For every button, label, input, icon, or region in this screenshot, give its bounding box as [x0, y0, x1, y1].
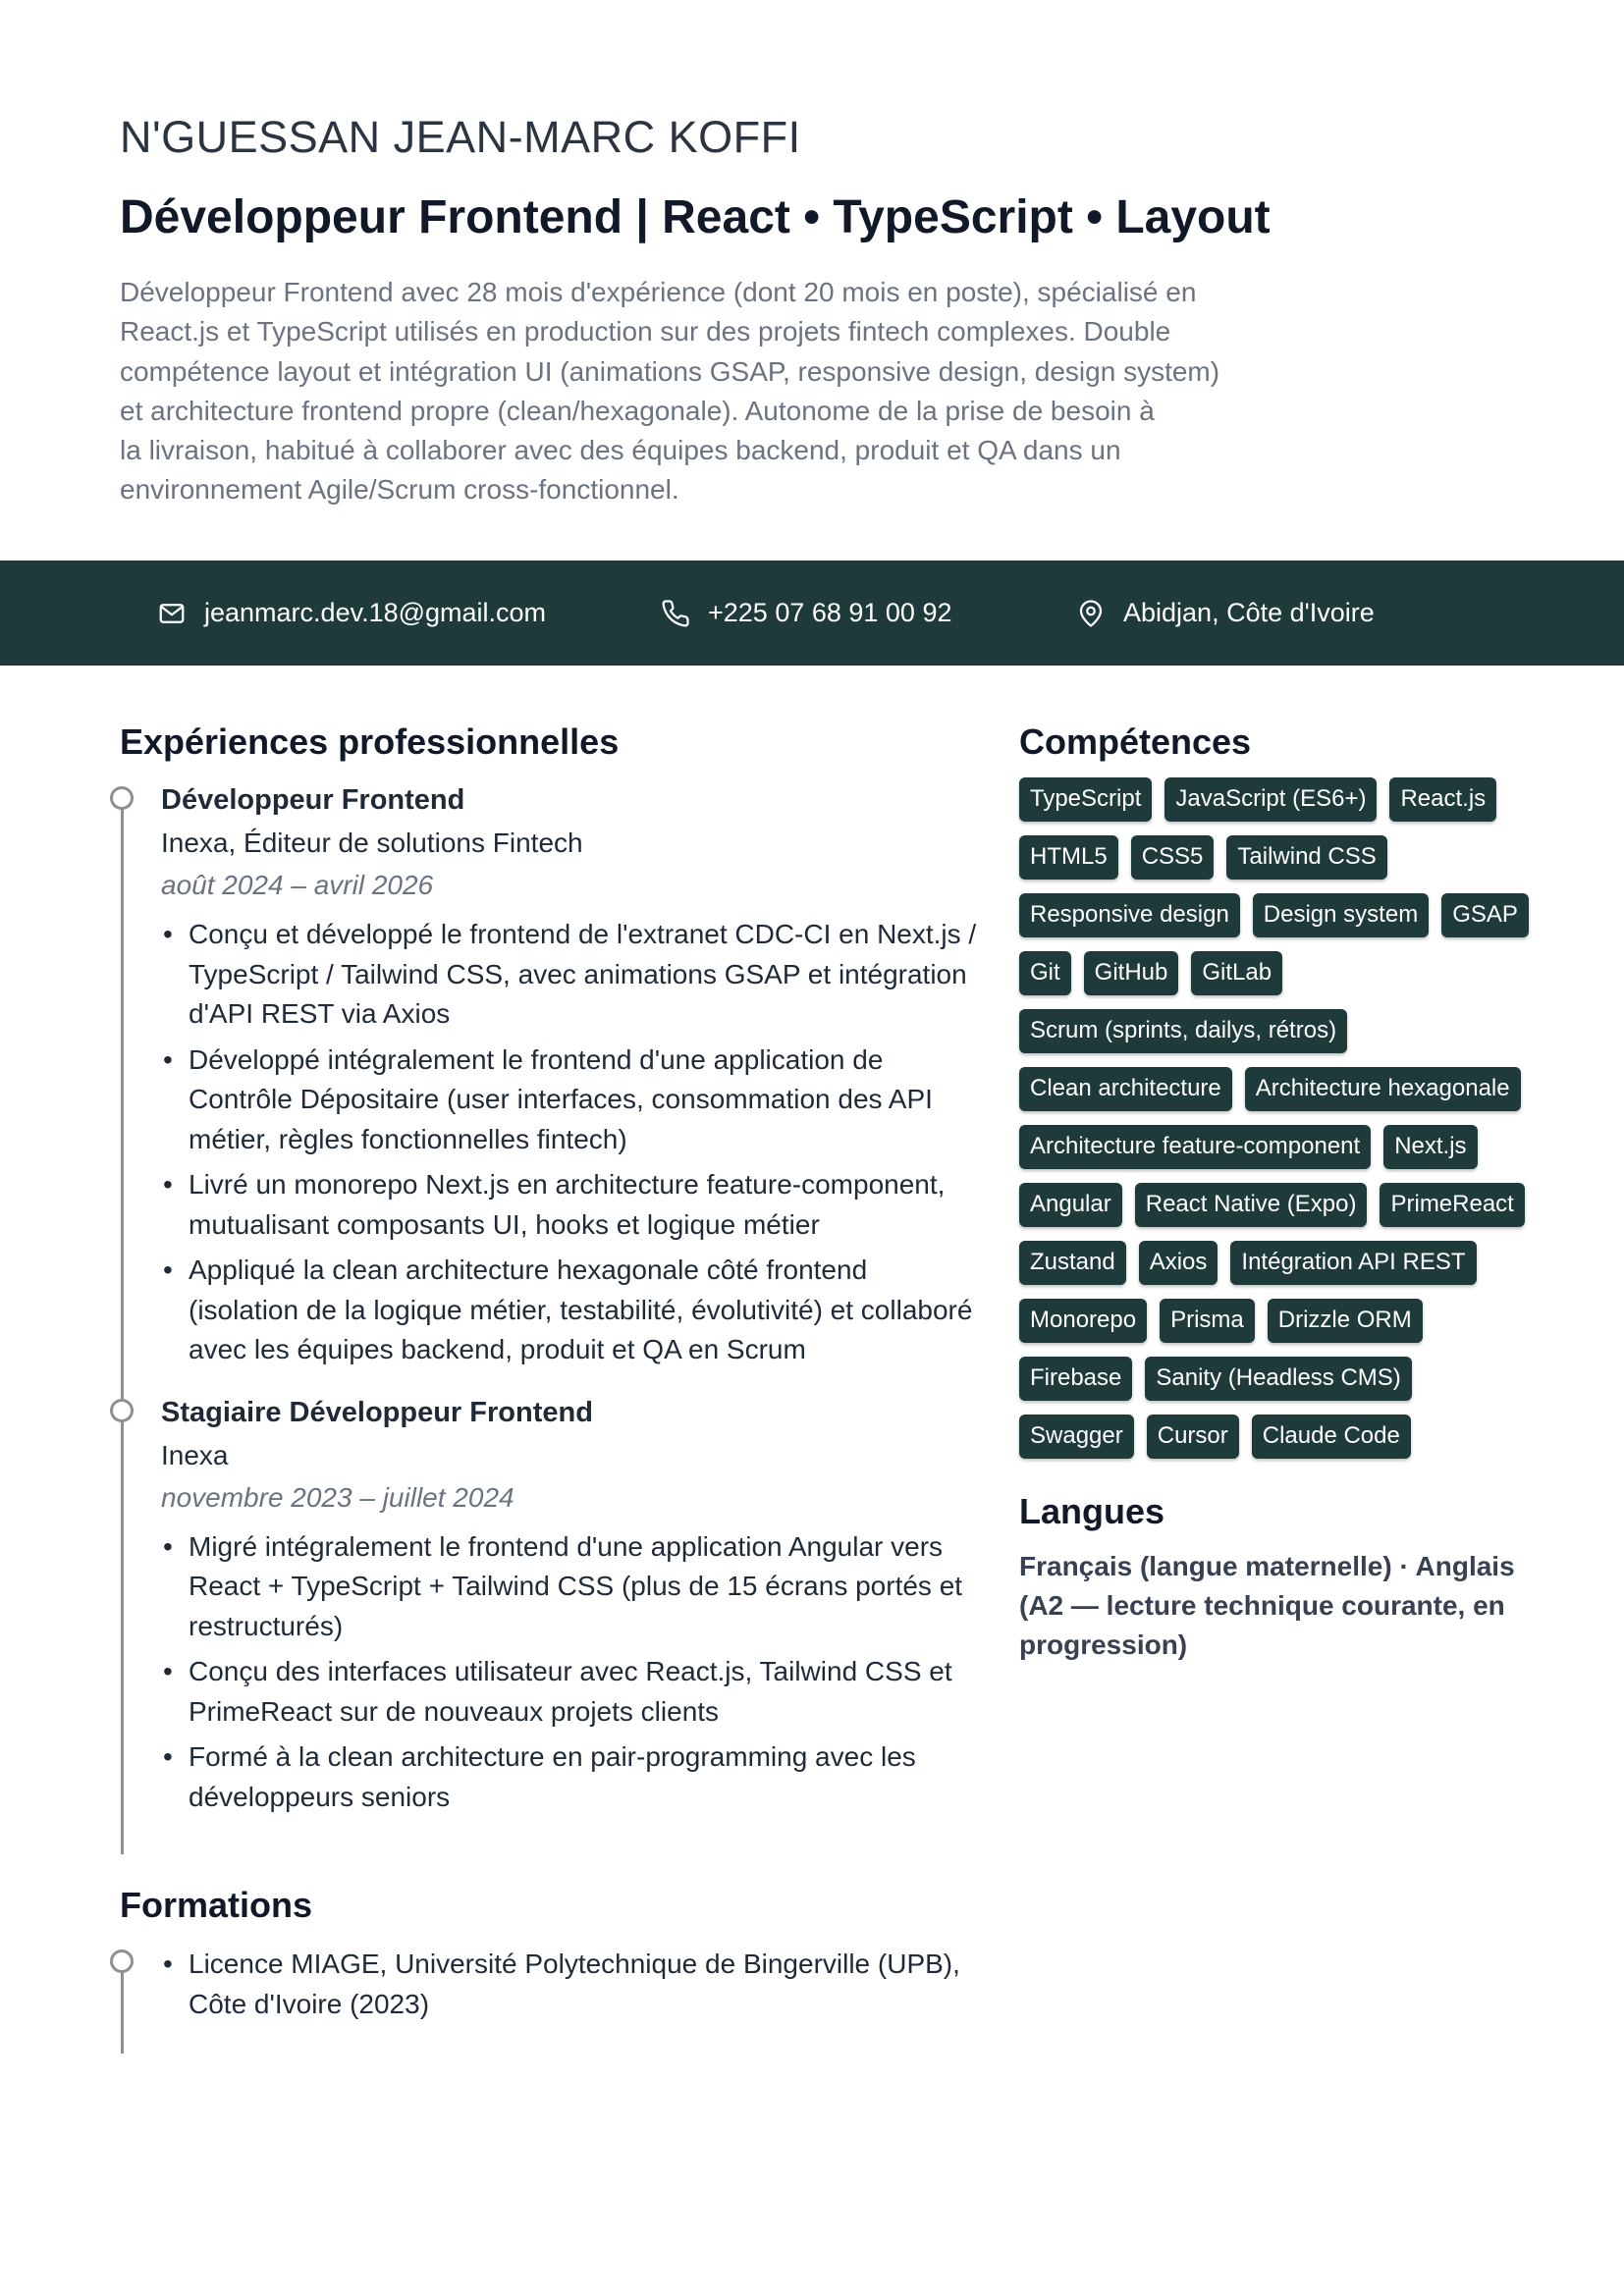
education-section	[120, 1880, 984, 2024]
skill-chip: Tailwind CSS	[1226, 835, 1386, 880]
job-title: Développeur Frontend	[161, 784, 465, 816]
education-entry	[161, 1945, 984, 2024]
map-pin-icon	[1076, 599, 1106, 628]
contact-bar	[0, 561, 1624, 666]
summary-line: React.js et TypeScript utilisés en production sur des projets fintech complexes. Double	[120, 316, 1171, 347]
bullet-item: • Conçu et développé le frontend de l'extranet CDC-CI en Next.js / TypeScript / Tailwind CSS, avec animations GSAP et intégration d'API REST via Axios	[161, 915, 984, 1035]
skill-chip: HTML5	[1019, 835, 1118, 880]
bullet-item: • Livré un monorepo Next.js en architecture feature-component, mutualisant composants UI, hooks et logique métier	[161, 1165, 984, 1245]
skill-chip: React.js	[1389, 777, 1496, 822]
skill-chip: GSAP	[1441, 893, 1529, 937]
skill-chip: Sanity (Headless CMS)	[1145, 1357, 1411, 1401]
skill-chip: Claude Code	[1252, 1415, 1411, 1459]
skill-chip: JavaScript (ES6+)	[1164, 777, 1377, 822]
languages-text: Français (langue maternelle) · Anglais (A2 — lecture technique courante, en progression)	[1019, 1551, 1515, 1660]
summary-line: compétence layout et intégration UI (animations GSAP, responsive design, design system)	[120, 355, 1220, 387]
job-dates: août 2024 – avril 2026	[161, 870, 434, 900]
skill-chip: Swagger	[1019, 1415, 1134, 1459]
skill-chip: Drizzle ORM	[1268, 1299, 1423, 1343]
phone-icon	[661, 599, 690, 628]
bullet-item: • Conçu des interfaces utilisateur avec React.js, Tailwind CSS et PrimeReact sur de nouveaux projets clients	[161, 1652, 984, 1732]
bullet-item: • Appliqué la clean architecture hexagonale côté frontend (isolation de la logique métier, testabilité, évolutivité) et collaboré avec les équipes backend, produit et QA en Scrum	[161, 1251, 984, 1370]
job-bullets	[161, 915, 984, 1370]
skills-title: Compétences	[1019, 721, 1252, 762]
resume-header	[120, 110, 1298, 510]
experience-timeline	[120, 781, 984, 1817]
candidate-name: N'GUESSAN JEAN-MARC KOFFI	[120, 112, 801, 162]
location-text: Abidjan, Côte d'Ivoire	[1123, 598, 1375, 627]
job-bullets	[161, 1527, 984, 1818]
experience-section	[120, 717, 984, 1817]
email-text[interactable]: jeanmarc.dev.18@gmail.com	[204, 598, 547, 627]
education-bullets	[161, 1945, 984, 2024]
bullet-item: • Migré intégralement le frontend d'une application Angular vers React + TypeScript + Tailwind CSS (plus de 15 écrans portés et restructurés)	[161, 1527, 984, 1647]
skill-chip: Next.js	[1383, 1125, 1477, 1169]
skill-chip: Architecture feature-component	[1019, 1125, 1371, 1169]
contact-location	[1076, 561, 1375, 666]
skill-chip: Monorepo	[1019, 1299, 1147, 1343]
skill-chip: Angular	[1019, 1183, 1122, 1227]
skill-chips	[1019, 777, 1530, 1459]
summary	[120, 273, 1278, 510]
summary-line: la livraison, habitué à collaborer avec des équipes backend, produit et QA dans un	[120, 435, 1121, 466]
summary-line: Développeur Frontend avec 28 mois d'expérience (dont 20 mois en poste), spécialisé en	[120, 277, 1197, 307]
job-entry	[161, 781, 984, 1370]
phone-text[interactable]: +225 07 68 91 00 92	[708, 598, 952, 627]
bullet-item: • Licence MIAGE, Université Polytechnique de Bingerville (UPB), Côte d'Ivoire (2023)	[161, 1945, 984, 2024]
summary-line: environnement Agile/Scrum cross-fonctionnel.	[120, 474, 679, 506]
job-entry	[161, 1394, 984, 1818]
skill-chip: Git	[1019, 951, 1071, 995]
skill-chip: GitHub	[1084, 951, 1179, 995]
languages-title: Langues	[1019, 1491, 1165, 1531]
bullet-item: • Formé à la clean architecture en pair-programming avec les développeurs seniors	[161, 1737, 984, 1817]
experience-title: Expériences professionnelles	[120, 721, 620, 762]
contact-email[interactable]	[157, 561, 546, 666]
summary-line: et architecture frontend propre (clean/hexagonale). Autonome de la prise de besoin à	[120, 395, 1155, 426]
job-company: Inexa	[161, 1439, 229, 1470]
education-timeline	[120, 1945, 984, 2024]
timeline-dot	[110, 1949, 134, 1973]
job-dates: novembre 2023 – juillet 2024	[161, 1481, 514, 1513]
skill-chip: Zustand	[1019, 1241, 1126, 1285]
skill-chip: Prisma	[1160, 1299, 1255, 1343]
bullet-item: • Développé intégralement le frontend d'une application de Contrôle Dépositaire (user interfaces, consommation des API métier, règles fonctionnelles fintech)	[161, 1041, 984, 1160]
skill-chip: GitLab	[1191, 951, 1282, 995]
left-column	[120, 717, 984, 2048]
skill-chip: Design system	[1253, 893, 1429, 937]
timeline-dot	[110, 786, 134, 810]
education-title: Formations	[120, 1885, 313, 1925]
job-title: Stagiaire Développeur Frontend	[161, 1396, 593, 1428]
mail-icon	[157, 599, 187, 628]
skills-section	[1019, 717, 1530, 1459]
skill-chip: TypeScript	[1019, 777, 1152, 822]
timeline-dot	[110, 1399, 134, 1422]
skill-chip: PrimeReact	[1380, 1183, 1524, 1227]
right-column	[1019, 717, 1530, 1665]
skill-chip: Cursor	[1147, 1415, 1239, 1459]
skill-chip: Responsive design	[1019, 893, 1240, 937]
skill-chip: CSS5	[1131, 835, 1215, 880]
skill-chip: Firebase	[1019, 1357, 1132, 1401]
job-company: Inexa, Éditeur de solutions Fintech	[161, 828, 583, 858]
languages-section	[1019, 1486, 1530, 1665]
headline: Développeur Frontend | React • TypeScript • Layout	[120, 191, 1271, 243]
skill-chip: React Native (Expo)	[1135, 1183, 1368, 1227]
skill-chip: Architecture hexagonale	[1245, 1067, 1521, 1111]
skill-chip: Axios	[1139, 1241, 1218, 1285]
contact-phone[interactable]	[661, 561, 951, 666]
skill-chip: Clean architecture	[1019, 1067, 1232, 1111]
skill-chip: Intégration API REST	[1230, 1241, 1476, 1285]
skill-chip: Scrum (sprints, dailys, rétros)	[1019, 1009, 1347, 1053]
